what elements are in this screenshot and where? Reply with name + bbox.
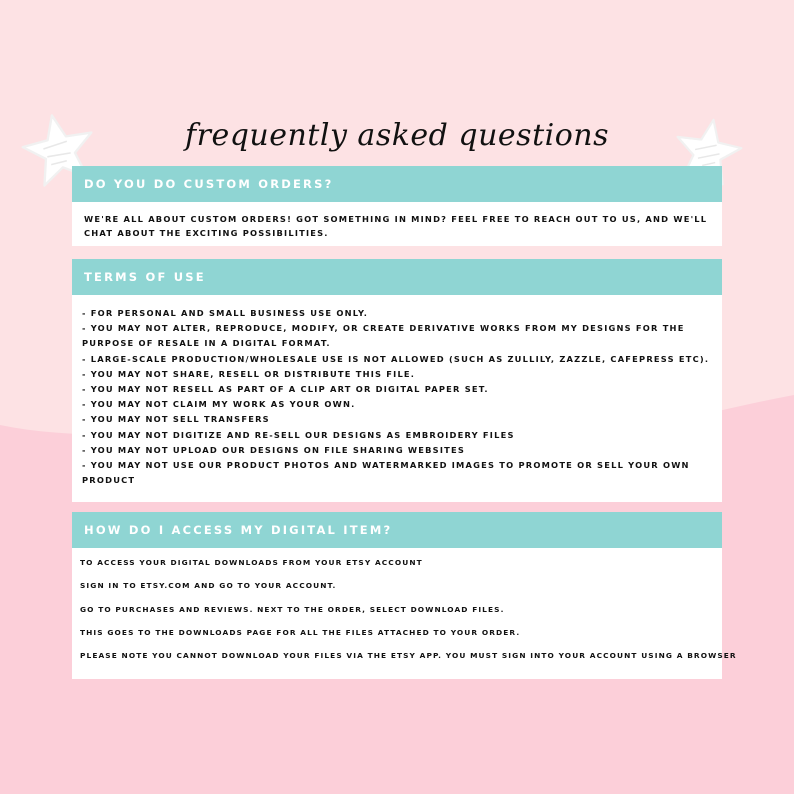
section-body: [72, 295, 722, 502]
section-header: DO YOU DO CUSTOM ORDERS?: [72, 166, 722, 202]
list-item: - LARGE-SCALE PRODUCTION/WHOLESALE USE IS NOT ALLOWED (SUCH AS ZULLILY, ZAZZLE, CAFEPRESS ETC).: [82, 353, 710, 364]
list-item: SIGN IN TO ETSY.COM AND GO TO YOUR ACCOUNT.: [80, 581, 337, 591]
body-text: WE'RE ALL ABOUT CUSTOM ORDERS! GOT SOMETHING IN MIND? FEEL FREE TO REACH OUT TO US, AND WE'LL CHAT ABOUT THE EXCITING POSSIBILITIES.: [84, 214, 708, 238]
list-item: - YOU MAY NOT SELL TRANSFERS: [82, 414, 270, 425]
section-header: HOW DO I ACCESS MY DIGITAL ITEM?: [72, 512, 722, 548]
faq-access-digital-item: [72, 512, 737, 679]
faq-terms-of-use: [72, 259, 722, 502]
page-title: frequently asked questions: [185, 118, 609, 153]
list-item: - YOU MAY NOT UPLOAD OUR DESIGNS ON FILE SHARING WEBSITES: [82, 444, 466, 455]
list-item: - FOR PERSONAL AND SMALL BUSINESS USE ONLY.: [82, 308, 369, 318]
list-item: - YOU MAY NOT USE OUR PRODUCT PHOTOS AND WATERMARKED IMAGES TO PROMOTE OR SELL YOUR OWN PRODUCT: [82, 460, 690, 486]
list-item: - YOU MAY NOT RESELL AS PART OF A CLIP ART OR DIGITAL PAPER SET.: [82, 384, 489, 395]
section-header: TERMS OF USE: [72, 259, 722, 295]
list-item: GO TO PURCHASES AND REVIEWS. NEXT TO THE ORDER, SELECT DOWNLOAD FILES.: [80, 604, 505, 614]
list-item: - YOU MAY NOT SHARE, RESELL OR DISTRIBUTE THIS FILE.: [82, 368, 416, 379]
list-item: - YOU MAY NOT DIGITIZE AND RE-SELL OUR DESIGNS AS EMBROIDERY FILES: [82, 429, 515, 440]
list-item: - YOU MAY NOT CLAIM MY WORK AS YOUR OWN.: [82, 399, 356, 410]
section-body: [72, 548, 737, 679]
list-item: PLEASE NOTE YOU CANNOT DOWNLOAD YOUR FILES VIA THE ETSY APP. YOU MUST SIGN INTO YOUR ACCOUNT USING A BROWSER: [80, 651, 737, 661]
faq-custom-orders: [72, 166, 722, 246]
list-item: THIS GOES TO THE DOWNLOADS PAGE FOR ALL THE FILES ATTACHED TO YOUR ORDER.: [80, 627, 521, 637]
section-body: [72, 202, 722, 246]
list-item: - YOU MAY NOT ALTER, REPRODUCE, MODIFY, OR CREATE DERIVATIVE WORKS FROM MY DESIGNS FOR THE PURPOSE OF RESALE IN A DIGITAL FORMAT.: [82, 323, 685, 349]
list-item: TO ACCESS YOUR DIGITAL DOWNLOADS FROM YOUR ETSY ACCOUNT: [80, 558, 423, 567]
